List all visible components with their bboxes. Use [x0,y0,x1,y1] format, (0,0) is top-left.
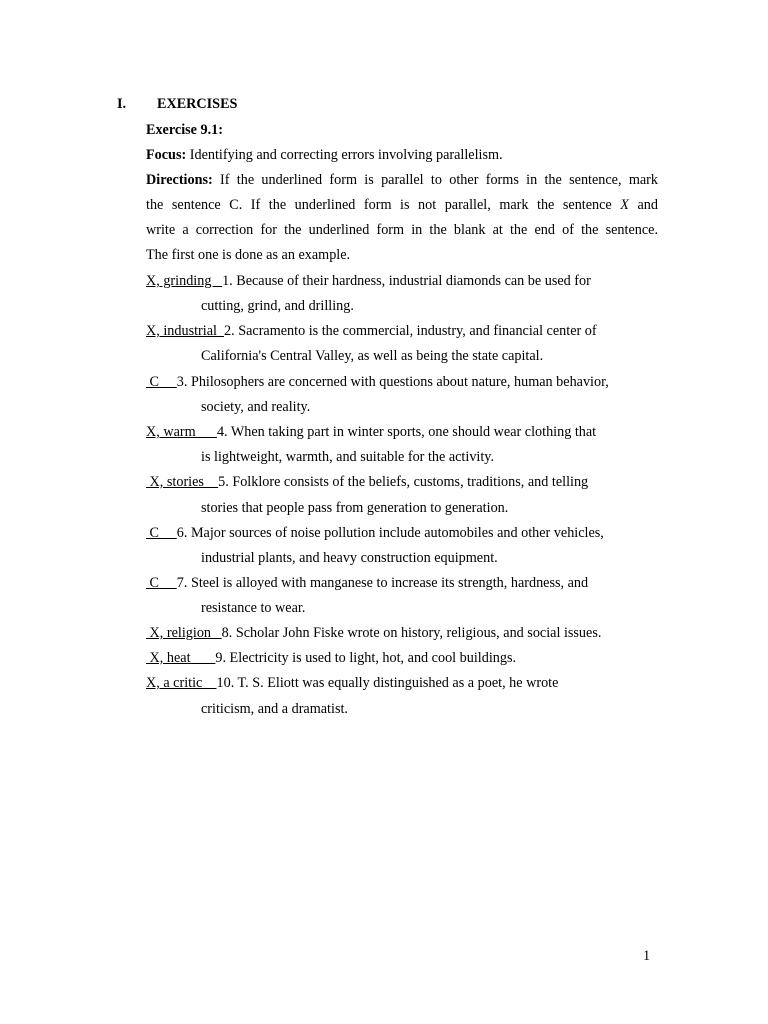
answer-blank: C [146,575,177,591]
exercise-item [146,624,601,642]
section-number: I. [117,96,127,112]
directions-x-mark: X [620,197,629,213]
directions-line-2 [146,196,658,214]
answer-blank: X, grinding [146,273,223,289]
answer-blank: X, industrial [146,323,225,339]
exercise-item [146,574,588,592]
exercise-item [146,649,516,667]
page-number: 1 [643,948,651,964]
item-continuation: industrial plants, and heavy construction equipment. [201,550,498,566]
item-continuation: California's Central Valley, as well as being the state capital. [201,348,544,364]
exercise-item [146,674,558,692]
directions-text-1: If the underlined form is parallel to other forms in the sentence, mark [212,172,658,188]
exercise-item [146,423,596,441]
directions-text-2a: the sentence C. If the underlined form is not parallel, mark the sentence [146,197,621,213]
item-continuation: cutting, grind, and drilling. [201,298,354,314]
exercise-item [146,524,604,542]
item-continuation: resistance to wear. [201,600,306,616]
item-sentence: 9. Electricity is used to light, hot, and cool buildings. [215,650,517,666]
item-sentence: 2. Sacramento is the commercial, industry, and financial center of [224,323,597,339]
exercise-item [146,322,597,340]
directions-text-3: write a correction for the underlined form in the blank at the end of the sentence. [146,222,658,238]
directions-line-3 [146,221,658,239]
item-sentence: 5. Folklore consists of the beliefs, customs, traditions, and telling [218,474,589,490]
answer-blank: C [146,525,177,541]
answer-blank: X, warm [146,424,217,440]
item-sentence: 4. When taking part in winter sports, one should wear clothing that [216,424,597,440]
exercise-item [146,373,609,391]
item-sentence: 8. Scholar John Fiske wrote on history, religious, and social issues. [221,625,602,641]
answer-blank: X, heat [146,650,216,666]
item-sentence: 6. Major sources of noise pollution include automobiles and other vehicles, [176,525,604,541]
exercise-item [146,473,588,491]
directions-line-1 [146,171,658,189]
directions-line-4 [146,246,350,264]
item-sentence: 1. Because of their hardness, industrial diamonds can be used for [222,273,591,289]
section-title: EXERCISES [157,96,238,112]
directions-label: Directions: [146,172,213,188]
answer-blank: X, stories [146,474,219,490]
answer-blank: X, religion [146,625,222,641]
exercise-title [146,121,223,139]
item-continuation: criticism, and a dramatist. [201,701,348,717]
focus-label: Focus: [146,147,187,163]
answer-blank: X, a critic [146,675,217,691]
item-continuation: is lightweight, warmth, and suitable for the activity. [201,449,495,465]
item-sentence: 7. Steel is alloyed with manganese to increase its strength, hardness, and [176,575,589,591]
exercise-title-text: Exercise 9.1: [146,122,223,138]
item-sentence: 3. Philosophers are concerned with questions about nature, human behavior, [176,374,609,390]
directions-text-4: The first one is done as an example. [146,247,351,263]
item-sentence: 10. T. S. Eliott was equally distinguished as a poet, he wrote [216,675,559,691]
answer-blank: C [146,374,177,390]
item-continuation: society, and reality. [201,399,311,415]
item-continuation: stories that people pass from generation to generation. [201,500,509,516]
focus-text: Identifying and correcting errors involving parallelism. [186,147,503,163]
focus-line [146,146,503,164]
directions-text-2b: and [628,197,658,213]
exercise-item [146,272,591,290]
